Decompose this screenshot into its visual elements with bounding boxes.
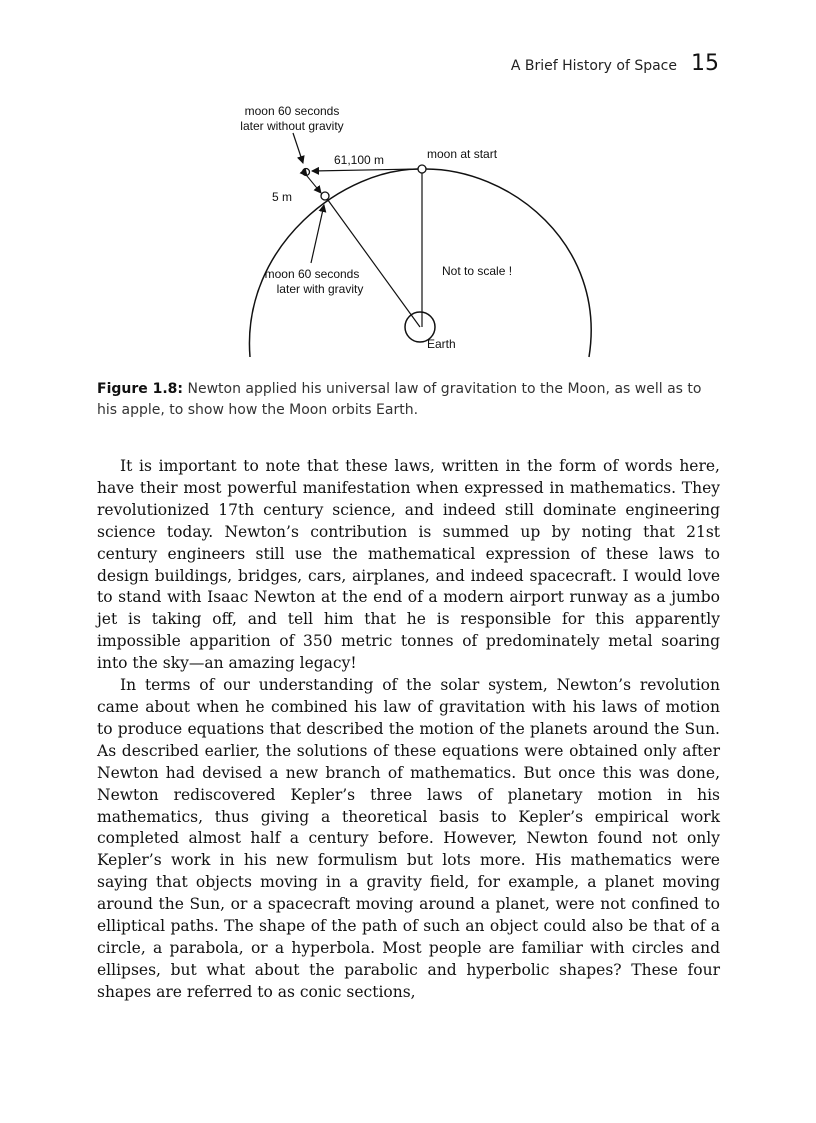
moon-start-circle [418,165,426,173]
paragraph: In terms of our understanding of the solar system, Newton’s revolution came about when he combined his law of gravitation with his laws of motion to produce equations that described the motion of the planets around the Sun. As described earlier, the solutions of these equations were obtained only after Newton had devised a new branch of mathematics. But once this was done, Newton rediscovered Kepler’s three laws of planetary motion in his mathematics, thus giving a theoretical basis to Kepler’s empirical work completed almost half a century before. However, Newton found not only Kepler’s work in his new formulism but lots more. His mathematics were saying that objects moving in a gravity field, for example, a planet moving around the Sun, or a spacecraft moving around a planet, were not confined to elliptical paths. The shape of the path of such an object could also be that of a circle, a parabola, or a hyperbola. Most people are familiar with circles and ellipses, but what about the parabolic and hyperbolic shapes? These four shapes are referred to as conic sections, [97,676,720,1001]
fall-distance-arrow [307,176,321,193]
running-header [511,51,719,76]
moon-with-gravity-circle [321,192,329,200]
page-number: 15 [691,51,719,76]
pointer-without-gravity [293,133,303,163]
radius-line-gravity [325,196,420,327]
label-moon-start: moon at start [427,147,498,161]
moon-orbit-figure [215,95,615,370]
paragraph: It is important to note that these laws, written in the form of words here, have their most powerful manifestation when expressed in mathematics. They revolutionized 17th century science, and indeed still dominate engineering science today. Newton’s contribution is summed up by noting that 21st century engineers still use the mathematical expression of these laws to design buildings, bridges, cars, airplanes, and indeed spacecraft. I would love to stand with Isaac Newton at the end of a modern airport runway as a jumbo jet is taking off, and tell him that he is responsible for this apparently impossible apparition of 350 metric tonnes of predominately metal soaring into the sky—an amazing legacy! [97,457,720,673]
label-earth: Earth [427,337,456,351]
label-moon-with-gravity-line1: moon 60 seconds [264,267,360,281]
label-not-to-scale: Not to scale ! [442,264,513,278]
label-moon-with-gravity-line2: later with gravity [276,282,364,296]
caption-label: Figure 1.8: [97,381,184,397]
moon-orbit-diagram [215,95,615,370]
orbit-arc [249,169,591,357]
caption-text: Newton applied his universal law of gravitation to the Moon, as well as to his apple, to show how the Moon orbits Earth. [97,381,702,418]
label-moon-without-gravity-line2: later without gravity [240,119,344,133]
figure-caption [97,379,721,421]
running-title: A Brief History of Space [510,58,677,74]
label-horizontal-distance: 61,100 m [334,153,385,167]
pointer-with-gravity [311,205,324,263]
label-moon-without-gravity-line1: moon 60 seconds [244,104,340,118]
label-fall-distance: 5 m [272,190,293,204]
body-text [97,456,720,1004]
moon-without-gravity-circle [303,169,310,176]
